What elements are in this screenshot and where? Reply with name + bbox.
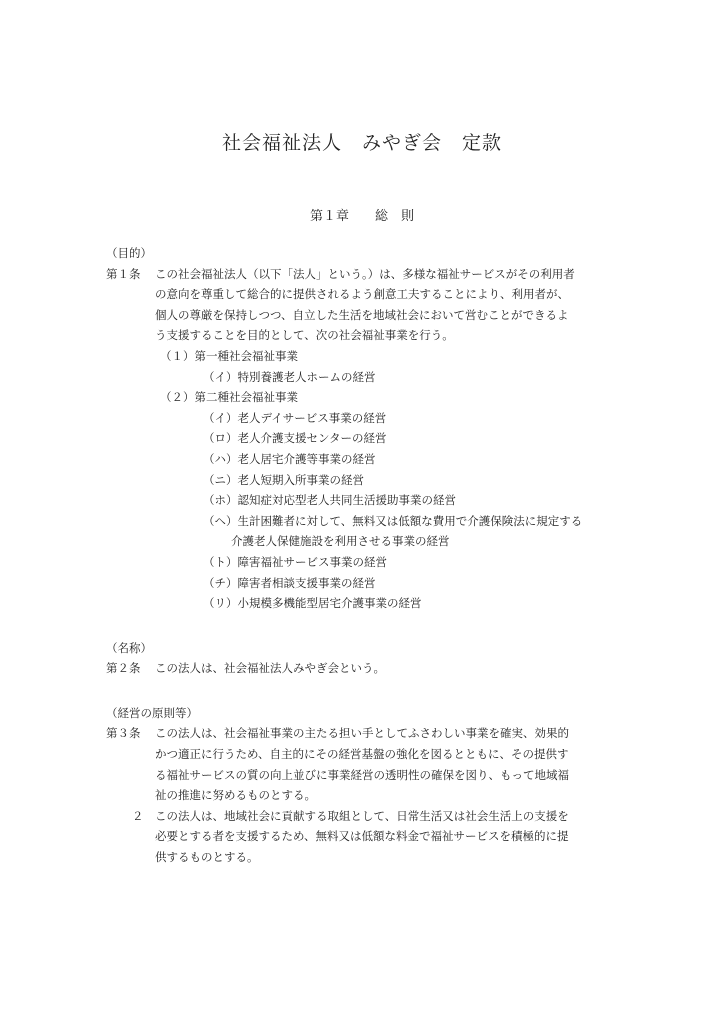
business-item: （ヘ）生計困難者に対して、無料又は低額な費用で介護保険法に規定する <box>203 513 583 528</box>
article-3-number: 第３条 <box>106 726 141 741</box>
business-category-2: （２）第二種社会福祉事業 <box>160 390 298 405</box>
article-1-heading: （目的） <box>106 246 152 260</box>
business-item: （チ）障害者相談支援事業の経営 <box>203 575 376 590</box>
document-title: 社会福祉法人 みやぎ会 定款 <box>221 132 502 154</box>
article-3-paragraph-2-first-line <box>0 806 724 827</box>
business-item: （ロ）老人介護支援センターの経営 <box>203 431 387 446</box>
article-1-number: 第１条 <box>106 266 141 281</box>
business-item: （イ）特別養護老人ホームの経営 <box>203 369 376 384</box>
business-item: （イ）老人デイサービス事業の経営 <box>203 410 387 425</box>
article-2-first-line <box>0 658 724 679</box>
article-1-text: 個人の尊厳を保持しつつ、自立した生活を地域社会において営むことができるよ <box>155 307 569 322</box>
article-3-text: かつ適正に行うため、自主的にその経営基盤の強化を図るとともに、その提供す <box>155 747 569 762</box>
article-3-paragraph-2-text: 必要とする者を支援するため、無料又は低額な料金で福祉サービスを積極的に提 <box>155 829 569 844</box>
article-3-paragraph-2-text: この法人は、地域社会に貢献する取組として、日常生活又は社会生活上の支援を <box>155 808 569 823</box>
article-3-text: 祉の推進に努めるものとする。 <box>155 788 316 803</box>
article-1-text: う支援することを目的として、次の社会福祉事業を行う。 <box>155 328 454 343</box>
document-body <box>0 243 724 868</box>
business-item: （ト）障害福祉サービス事業の経営 <box>203 554 387 569</box>
article-2-number: 第２条 <box>106 661 141 676</box>
section-gap <box>0 679 724 703</box>
article-1-first-line <box>0 264 724 285</box>
business-item: （ニ）老人短期入所事業の経営 <box>203 472 364 487</box>
article-3-text: る福祉サービスの質の向上並びに事業経営の透明性の確保を図り、もって地域福 <box>155 767 569 782</box>
article-3-first-line <box>0 723 724 744</box>
business-item: （ホ）認知症対応型老人共同生活援助事業の経営 <box>203 493 456 508</box>
article-1-text: この社会福祉法人（以下「法人」という。）は、多様な福祉サービスがその利用者 <box>155 266 575 281</box>
chapter-heading: 第１章 総 則 <box>309 209 414 224</box>
article-3-text: この法人は、社会福祉事業の主たる担い手としてふさわしい事業を確実、効果的 <box>155 726 569 741</box>
section-gap <box>0 614 724 638</box>
business-category-1: （１）第一種社会福祉事業 <box>160 348 298 363</box>
article-3-heading: （経営の原則等） <box>106 705 198 720</box>
business-item: （リ）小規模多機能型居宅介護事業の経営 <box>203 596 422 611</box>
article-3-paragraph-2-text: 供するものとする。 <box>155 850 259 865</box>
business-item: （ハ）老人居宅介護等事業の経営 <box>203 451 376 466</box>
article-2-text: この法人は、社会福祉法人みやぎ会という。 <box>155 661 385 676</box>
article-1-text: の意向を尊重して総合的に提供されるよう創意工夫することにより、利用者が、 <box>155 287 569 302</box>
business-item-continuation: 介護老人保健施設を利用させる事業の経営 <box>231 534 450 549</box>
paragraph-number: ２ <box>132 808 144 823</box>
article-2-heading: （名称） <box>106 640 152 655</box>
